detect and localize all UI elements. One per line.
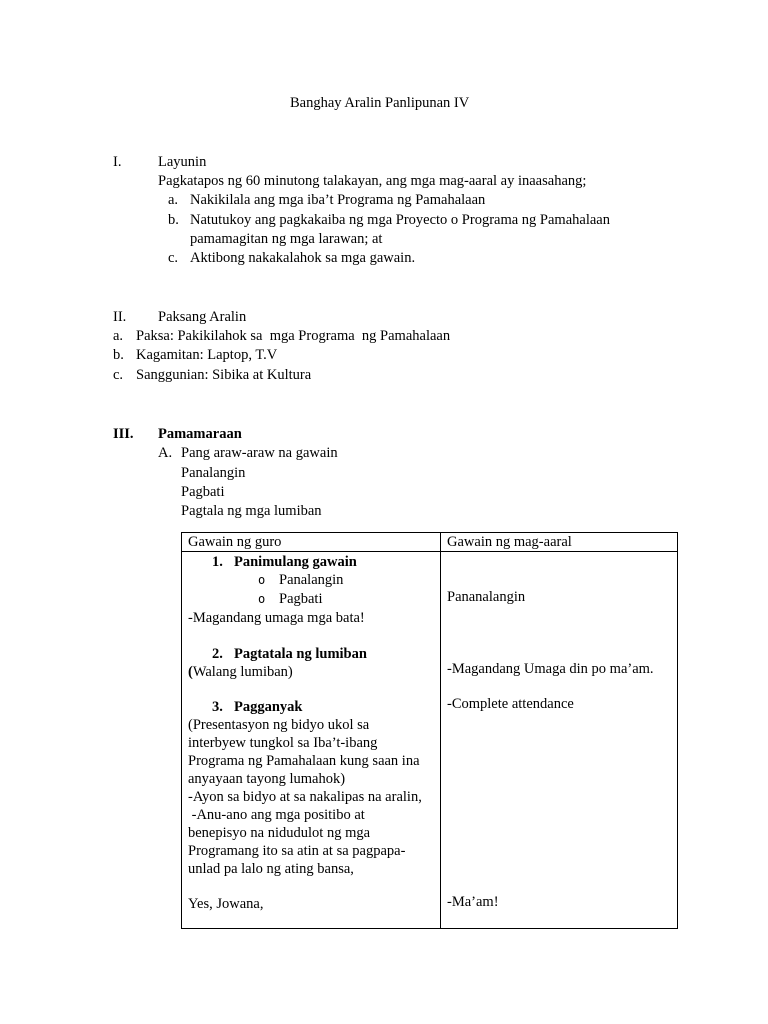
step3-line-9: unlad pa lalo ng ating bansa, [188,861,354,877]
step3-line-8: Programang ito sa atin at sa pagpapa- [188,843,406,859]
objective-b-text-line2: pamamagitan ng mga larawan; at [190,231,383,247]
section-1-numeral: I. [113,154,122,170]
section-2-heading: Paksang Aralin [158,309,247,325]
objective-b-text-line1: Natutukoy ang pagkakaiba ng mga Proyecto o Programa ng Pamahalaan [190,212,610,228]
step3-line-6: -Anu-ano ang mga positibo at [188,807,365,823]
student-response-4: -Ma’am! [447,894,499,910]
section-1-heading: Layunin [158,154,207,170]
sub-a-marker: A. [158,445,173,461]
step2-paren: ( [188,664,193,680]
student-response-2: -Magandang Umaga din po ma’am. [447,661,654,677]
step1-bullet1-marker: o [258,573,266,587]
student-response-1: Pananalangin [447,589,526,605]
step3-line-3: Programa ng Pamahalaan kung saan ina [188,753,420,769]
objective-b-marker: b. [168,212,179,228]
kagamitan-marker: b. [113,347,124,363]
sub-item-panalangin: Panalangin [181,465,246,481]
student-cell [441,552,678,929]
sub-a-text: Pang araw-araw na gawain [181,445,338,461]
paksa-marker: a. [113,328,124,344]
teacher-closing: Yes, Jowana, [188,896,264,912]
step1-bullet1: Panalangin [279,572,344,588]
step3-line-5: -Ayon sa bidyo at sa nakalipas na aralin, [188,789,422,805]
sub-item-pagtala: Pagtala ng mga lumiban [181,503,322,519]
lesson-table [181,532,678,929]
step3-line-1: (Presentasyon ng bidyo ukol sa [188,717,370,733]
step3-line-4: anyayaan tayong lumahok) [188,771,346,787]
step1-bullet2-marker: o [258,592,266,606]
sanggunian-text: Sanggunian: Sibika at Kultura [136,367,312,383]
step1-bullet2: Pagbati [279,591,323,607]
section-1-intro: Pagkatapos ng 60 minutong talakayan, ang mga mag-aaral ay inaasahang; [158,173,587,189]
step3-number: 3. [212,699,223,715]
objective-a-marker: a. [168,192,179,208]
teacher-cell [182,552,441,929]
table-body-row [182,552,678,929]
step3-line-7: benepisyo na nidudulot ng mga [188,825,371,841]
sub-item-pagbati: Pagbati [181,484,225,500]
paksa-text: Paksa: Pakikilahok sa mga Programa ng Pamahalaan [136,328,451,344]
section-3-numeral: III. [113,426,134,442]
teacher-greeting: -Magandang umaga mga bata! [188,610,365,626]
objective-c-text: Aktibong nakakalahok sa mga gawain. [190,250,416,266]
step3-title: Pagganyak [234,699,303,715]
section-2-numeral: II. [113,309,127,325]
sanggunian-marker: c. [113,367,124,383]
objective-a-text: Nakikilala ang mga iba’t Programa ng Pamahalaan [190,192,486,208]
section-3-heading: Pamamaraan [158,426,242,442]
header-teacher: Gawain ng guro [182,533,441,552]
student-response-3: -Complete attendance [447,696,574,712]
objective-c-marker: c. [168,250,179,266]
table-header-row [182,533,678,552]
step2-title: Pagtatala ng lumiban [234,646,367,662]
step1-title: Panimulang gawain [234,554,357,570]
header-student: Gawain ng mag-aaral [441,533,678,552]
step3-line-2: interbyew tungkol sa Iba’t-ibang [188,735,378,751]
step2-note: Walang lumiban) [192,664,293,680]
kagamitan-text: Kagamitan: Laptop, T.V [136,347,278,363]
document-title: Banghay Aralin Panlipunan IV [290,95,470,111]
step2-number: 2. [212,646,223,662]
step1-number: 1. [212,554,223,570]
